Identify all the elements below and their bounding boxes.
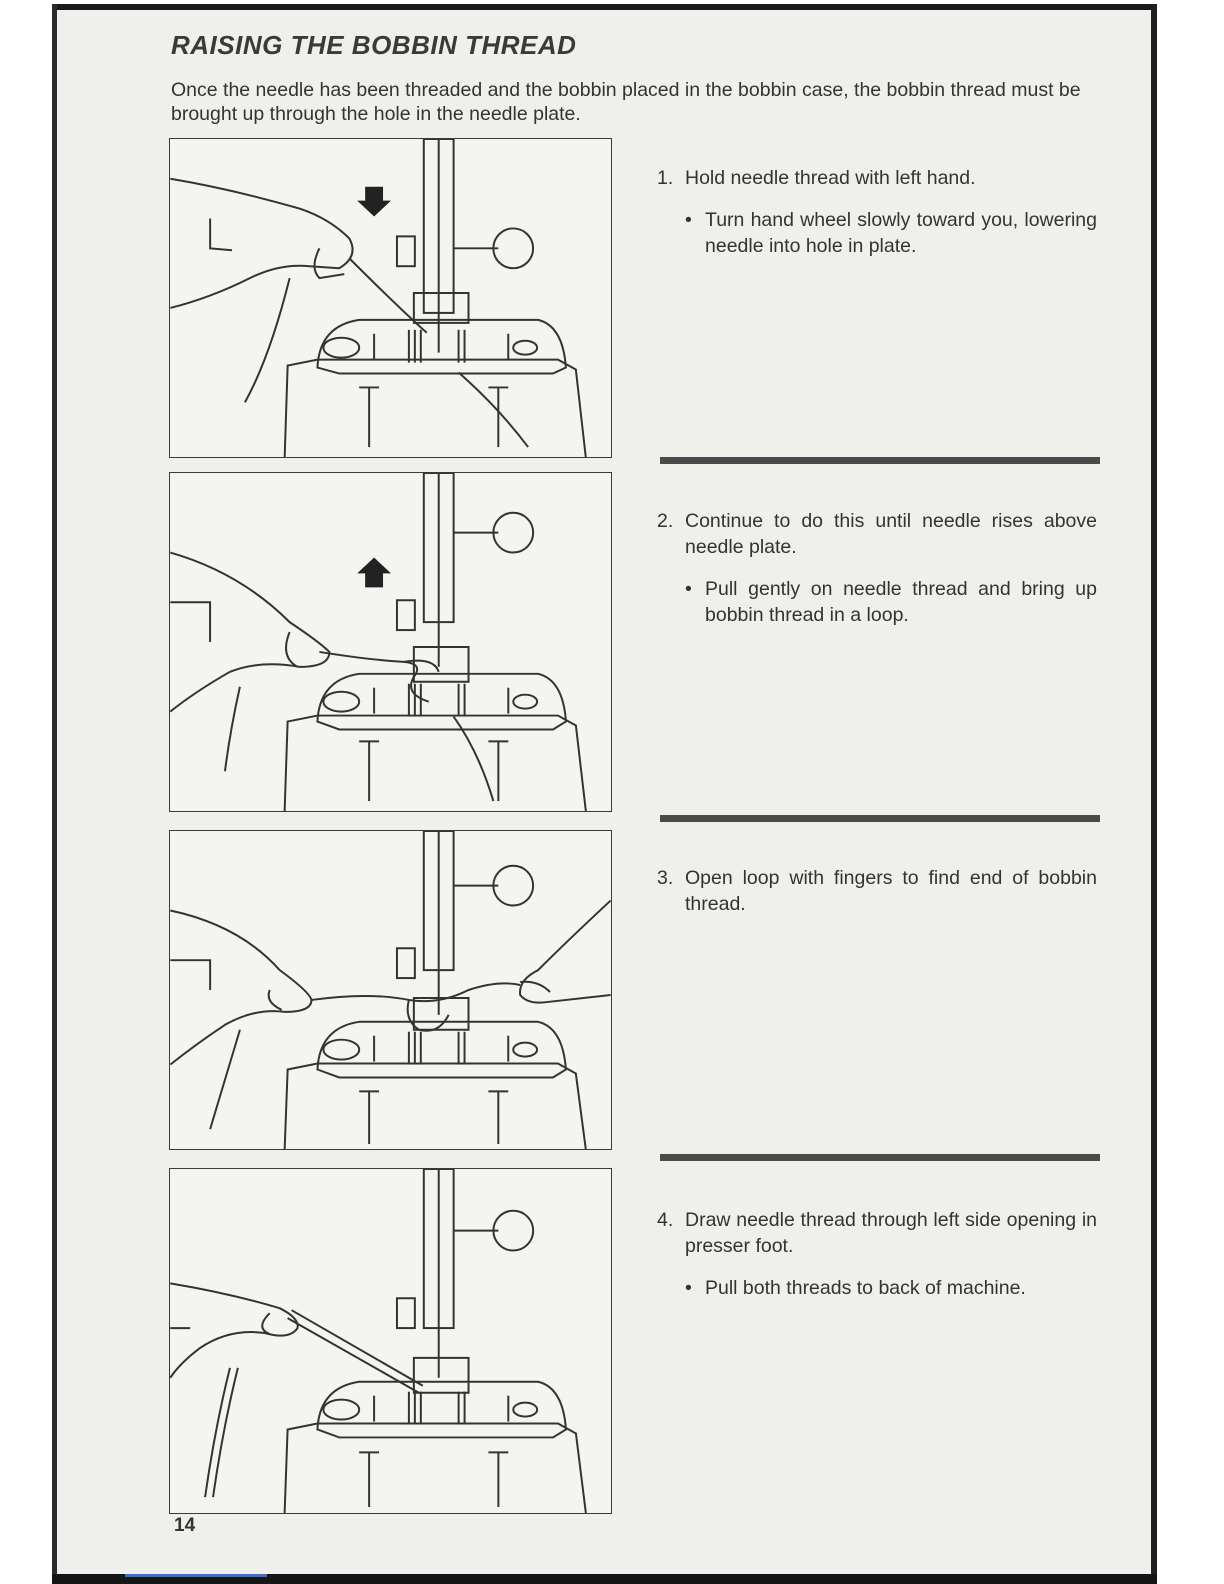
step-2-number: 2. — [657, 510, 674, 532]
step-1-text: Hold needle thread with left hand. — [685, 167, 976, 189]
two-hands-loop-icon — [170, 831, 611, 1149]
divider-2 — [660, 815, 1100, 822]
illustration-step-1 — [169, 138, 612, 458]
step-2 — [657, 508, 1097, 560]
divider-3 — [660, 1154, 1100, 1161]
draw-thread-icon — [170, 1169, 611, 1513]
illustration-step-4 — [169, 1168, 612, 1514]
step-4-number: 4. — [657, 1209, 674, 1231]
step-4-text: Draw needle thread through left side opening in presser foot. — [685, 1209, 1097, 1257]
scan-edge-right — [1151, 4, 1157, 1584]
illustration-step-2 — [169, 472, 612, 812]
step-3-number: 3. — [657, 867, 674, 889]
step-2-bullet-text: Pull gently on needle thread and bring up bobbin thread in a loop. — [705, 578, 1097, 626]
needle-up-arrow-icon — [170, 473, 611, 811]
bullet-dot: • — [685, 209, 692, 231]
step-4-bullet — [685, 1275, 1097, 1301]
step-1-bullet-text: Turn hand wheel slowly toward you, lowering needle into hole in plate. — [705, 209, 1097, 257]
intro-paragraph: Once the needle has been threaded and the bobbin placed in the bobbin case, the bobbin thread must be brought up through the hole in the needle plate. — [171, 79, 1081, 125]
page-title: RAISING THE BOBBIN THREAD — [171, 30, 577, 60]
divider-1 — [660, 457, 1100, 464]
manual-page — [57, 10, 1151, 1574]
bullet-dot: • — [685, 578, 692, 600]
needle-down-arrow-icon — [170, 139, 611, 457]
scan-mark — [125, 1574, 267, 1577]
step-2-bullet — [685, 576, 1097, 628]
step-1 — [657, 165, 1097, 191]
step-1-number: 1. — [657, 167, 674, 189]
step-4-bullet-text: Pull both threads to back of machine. — [705, 1277, 1026, 1299]
bullet-dot: • — [685, 1277, 692, 1299]
step-4 — [657, 1207, 1097, 1259]
step-1-bullet — [685, 207, 1097, 259]
illustration-step-3 — [169, 830, 612, 1150]
page-number: 14 — [174, 1515, 196, 1536]
step-3 — [657, 865, 1097, 917]
step-2-text: Continue to do this until needle rises above needle plate. — [685, 510, 1097, 558]
step-3-text: Open loop with fingers to find end of bobbin thread. — [685, 867, 1097, 915]
